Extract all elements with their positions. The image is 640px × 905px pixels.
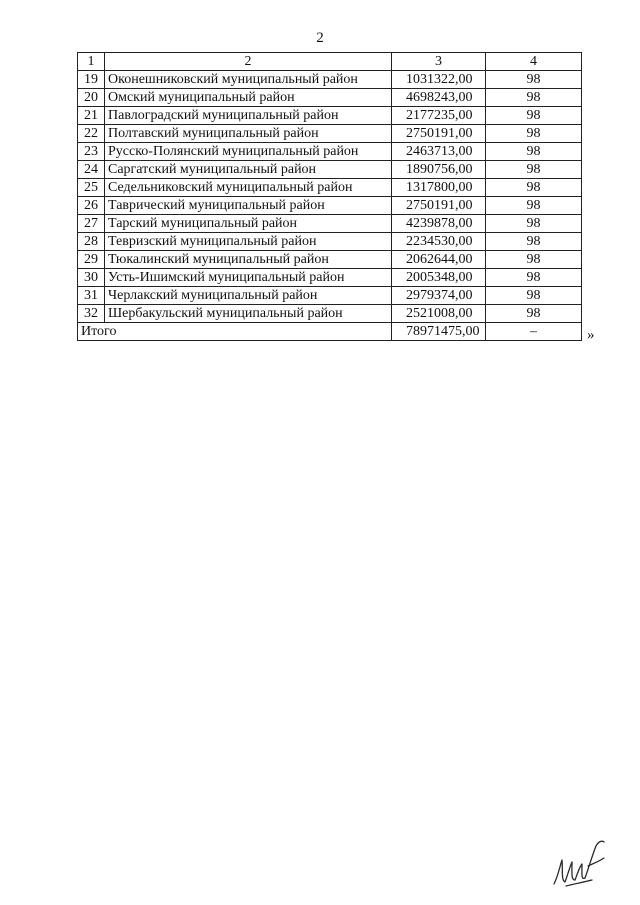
table-row [78, 287, 582, 305]
row-number-cell: 21 [78, 107, 105, 125]
row-number-cell: 30 [78, 269, 105, 287]
district-name-cell: Омский муниципальный район [105, 89, 392, 107]
district-name-cell: Тевризский муниципальный район [105, 233, 392, 251]
district-name-cell: Оконешниковский муниципальный район [105, 71, 392, 89]
amount-cell: 2979374,00 [392, 287, 486, 305]
amount-cell: 2750191,00 [392, 125, 486, 143]
closing-quote: » [587, 327, 595, 343]
percent-cell: 98 [486, 89, 582, 107]
percent-cell: 98 [486, 143, 582, 161]
percent-cell: 98 [486, 107, 582, 125]
column-header: 3 [392, 53, 486, 71]
amount-cell: 4698243,00 [392, 89, 486, 107]
table-row [78, 215, 582, 233]
amount-cell: 1890756,00 [392, 161, 486, 179]
table-row [78, 251, 582, 269]
percent-cell: 98 [486, 287, 582, 305]
table-row [78, 161, 582, 179]
district-name-cell: Усть-Ишимский муниципальный район [105, 269, 392, 287]
district-name-cell: Таврический муниципальный район [105, 197, 392, 215]
table-row [78, 197, 582, 215]
amount-cell: 2005348,00 [392, 269, 486, 287]
table-row [78, 143, 582, 161]
district-name-cell: Русско-Полянский муниципальный район [105, 143, 392, 161]
district-name-cell: Саргатский муниципальный район [105, 161, 392, 179]
row-number-cell: 19 [78, 71, 105, 89]
table-header-row [78, 53, 582, 71]
amount-cell: 2463713,00 [392, 143, 486, 161]
table-row [78, 233, 582, 251]
district-name-cell: Тюкалинский муниципальный район [105, 251, 392, 269]
allocation-table [77, 52, 582, 341]
table-row [78, 89, 582, 107]
amount-cell: 2177235,00 [392, 107, 486, 125]
amount-cell: 4239878,00 [392, 215, 486, 233]
amount-cell: 1031322,00 [392, 71, 486, 89]
row-number-cell: 20 [78, 89, 105, 107]
row-number-cell: 25 [78, 179, 105, 197]
percent-cell: 98 [486, 179, 582, 197]
table-row [78, 179, 582, 197]
percent-cell: 98 [486, 305, 582, 323]
row-number-cell: 26 [78, 197, 105, 215]
table-row [78, 71, 582, 89]
page-number: 2 [316, 30, 324, 46]
percent-cell: 98 [486, 161, 582, 179]
total-amount-cell: 78971475,00 [392, 323, 486, 341]
total-row [78, 323, 582, 341]
district-name-cell: Павлоградский муниципальный район [105, 107, 392, 125]
percent-cell: 98 [486, 269, 582, 287]
district-name-cell: Шербакульский муниципальный район [105, 305, 392, 323]
table-row [78, 305, 582, 323]
percent-cell: 98 [486, 233, 582, 251]
column-header: 1 [78, 53, 105, 71]
amount-cell: 2234530,00 [392, 233, 486, 251]
district-name-cell: Тарский муниципальный район [105, 215, 392, 233]
row-number-cell: 31 [78, 287, 105, 305]
row-number-cell: 23 [78, 143, 105, 161]
district-name-cell: Седельниковский муниципальный район [105, 179, 392, 197]
row-number-cell: 28 [78, 233, 105, 251]
amount-cell: 2521008,00 [392, 305, 486, 323]
row-number-cell: 32 [78, 305, 105, 323]
amount-cell: 2062644,00 [392, 251, 486, 269]
row-number-cell: 24 [78, 161, 105, 179]
district-name-cell: Черлакский муниципальный район [105, 287, 392, 305]
percent-cell: 98 [486, 197, 582, 215]
percent-cell: 98 [486, 71, 582, 89]
total-percent-cell: – [486, 323, 582, 341]
percent-cell: 98 [486, 251, 582, 269]
row-number-cell: 27 [78, 215, 105, 233]
percent-cell: 98 [486, 125, 582, 143]
amount-cell: 2750191,00 [392, 197, 486, 215]
column-header: 2 [105, 53, 392, 71]
percent-cell: 98 [486, 215, 582, 233]
district-name-cell: Полтавский муниципальный район [105, 125, 392, 143]
row-number-cell: 29 [78, 251, 105, 269]
amount-cell: 1317800,00 [392, 179, 486, 197]
table-row [78, 125, 582, 143]
table-row [78, 269, 582, 287]
table-row [78, 107, 582, 125]
column-header: 4 [486, 53, 582, 71]
total-label: Итого [78, 323, 392, 341]
signature-icon [548, 836, 608, 896]
row-number-cell: 22 [78, 125, 105, 143]
